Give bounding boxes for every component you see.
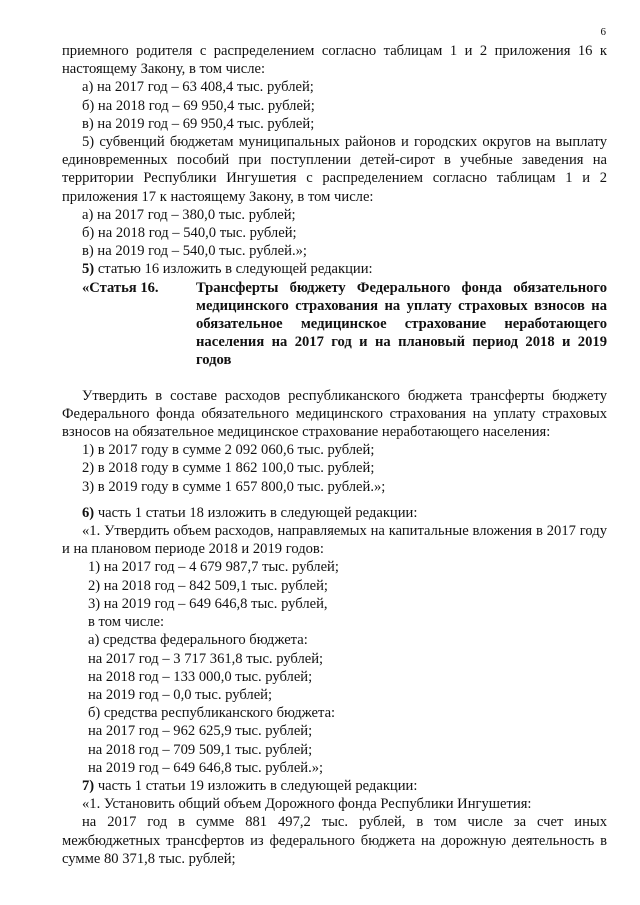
list-item: а) средства федерального бюджета: bbox=[88, 632, 308, 649]
list-item: 3) в 2019 году в сумме 1 657 800,0 тыс. рублей.»; bbox=[82, 478, 386, 495]
amendment-item-6 bbox=[62, 504, 607, 522]
spacer bbox=[62, 496, 607, 504]
paragraph-intro: приемного родителя с распределением согласно таблицам 1 и 2 приложения 16 к настоящему Закону, в том числе: bbox=[62, 43, 607, 78]
list-item: на 2018 год – 709 509,1 тыс. рублей; bbox=[88, 741, 313, 758]
list-item: в том числе: bbox=[88, 614, 165, 631]
paragraph-subventions: 5) субвенций бюджетам муниципальных районов и городских округов на выплату единовременных пособий при поступлении детей-сирот в учебные заведения на территории Республики Ингушетия с распределением согласно таблицам 1 и 2 приложения 17 к настоящему Закону, в том числе: bbox=[62, 134, 607, 205]
list-item: 2) в 2018 году в сумме 1 862 100,0 тыс. рублей; bbox=[82, 460, 375, 477]
item-text: статью 16 изложить в следующей редакции: bbox=[94, 261, 373, 278]
item-number: 5) bbox=[82, 261, 95, 278]
article-16-body: Утвердить в составе расходов республиканского бюджета трансферты бюджету Федерального фонда обязательного медицинского страхования на уплату страховых взносов на обязательное медицинское страхование неработающего населения: bbox=[62, 387, 607, 441]
article-label: «Статья 16. bbox=[82, 279, 159, 296]
list-item: на 2019 год – 649 646,8 тыс. рублей.»; bbox=[88, 759, 324, 776]
page-number: 6 bbox=[600, 26, 606, 38]
list-item: а) на 2017 год – 63 408,4 тыс. рублей; bbox=[82, 79, 314, 96]
list-item: б) на 2018 год – 540,0 тыс. рублей; bbox=[82, 225, 297, 242]
list-item: 1) на 2017 год – 4 679 987,7 тыс. рублей; bbox=[88, 559, 339, 576]
item-number: 7) bbox=[82, 777, 95, 794]
list-item: на 2017 год – 3 717 361,8 тыс. рублей; bbox=[88, 650, 324, 667]
article-title: Трансферты бюджету Федерального фонда обязательного медицинского страхования на уплату страховых взносов на обязательное медицинское страхование неработающего населения на 2017 год и на плановый период 2018 и 2019 годов bbox=[196, 279, 607, 369]
list-item: а) на 2017 год – 380,0 тыс. рублей; bbox=[82, 206, 296, 223]
document-body bbox=[62, 42, 607, 868]
list-item: на 2019 год – 0,0 тыс. рублей; bbox=[88, 686, 273, 703]
list-item: в) на 2019 год – 540,0 тыс. рублей.»; bbox=[82, 243, 307, 260]
list-item: в) на 2019 год – 69 950,4 тыс. рублей; bbox=[82, 115, 315, 132]
list-item: б) средства республиканского бюджета: bbox=[88, 705, 336, 722]
list-item: 1) в 2017 году в сумме 2 092 060,6 тыс. рублей; bbox=[82, 442, 375, 459]
list-item: на 2017 год – 962 625,9 тыс. рублей; bbox=[88, 723, 313, 740]
article-19-body: «1. Установить общий объем Дорожного фонда Республики Ингушетия: bbox=[82, 796, 532, 813]
list-item: на 2018 год – 133 000,0 тыс. рублей; bbox=[88, 668, 313, 685]
amendment-item-7 bbox=[62, 777, 607, 795]
item-text: часть 1 статьи 19 изложить в следующей редакции: bbox=[94, 777, 418, 794]
article-19-amount: на 2017 год в сумме 881 497,2 тыс. рублей, в том числе за счет иных межбюджетных трансфертов из федерального бюджета на дорожную деятельность в сумме 80 371,8 тыс. рублей; bbox=[62, 814, 607, 867]
article-18-body: «1. Утвердить объем расходов, направляемых на капитальные вложения в 2017 году и на плановом периоде 2018 и 2019 годов: bbox=[62, 523, 607, 558]
spacer bbox=[62, 370, 607, 387]
list-item: б) на 2018 год – 69 950,4 тыс. рублей; bbox=[82, 97, 315, 114]
list-item: 3) на 2019 год – 649 646,8 тыс. рублей, bbox=[88, 595, 328, 612]
article-16-heading bbox=[82, 279, 607, 370]
list-item: 2) на 2018 год – 842 509,1 тыс. рублей; bbox=[88, 577, 328, 594]
item-number: 6) bbox=[82, 504, 95, 521]
amendment-item-5 bbox=[62, 260, 607, 278]
item-text: часть 1 статьи 18 изложить в следующей редакции: bbox=[94, 504, 418, 521]
